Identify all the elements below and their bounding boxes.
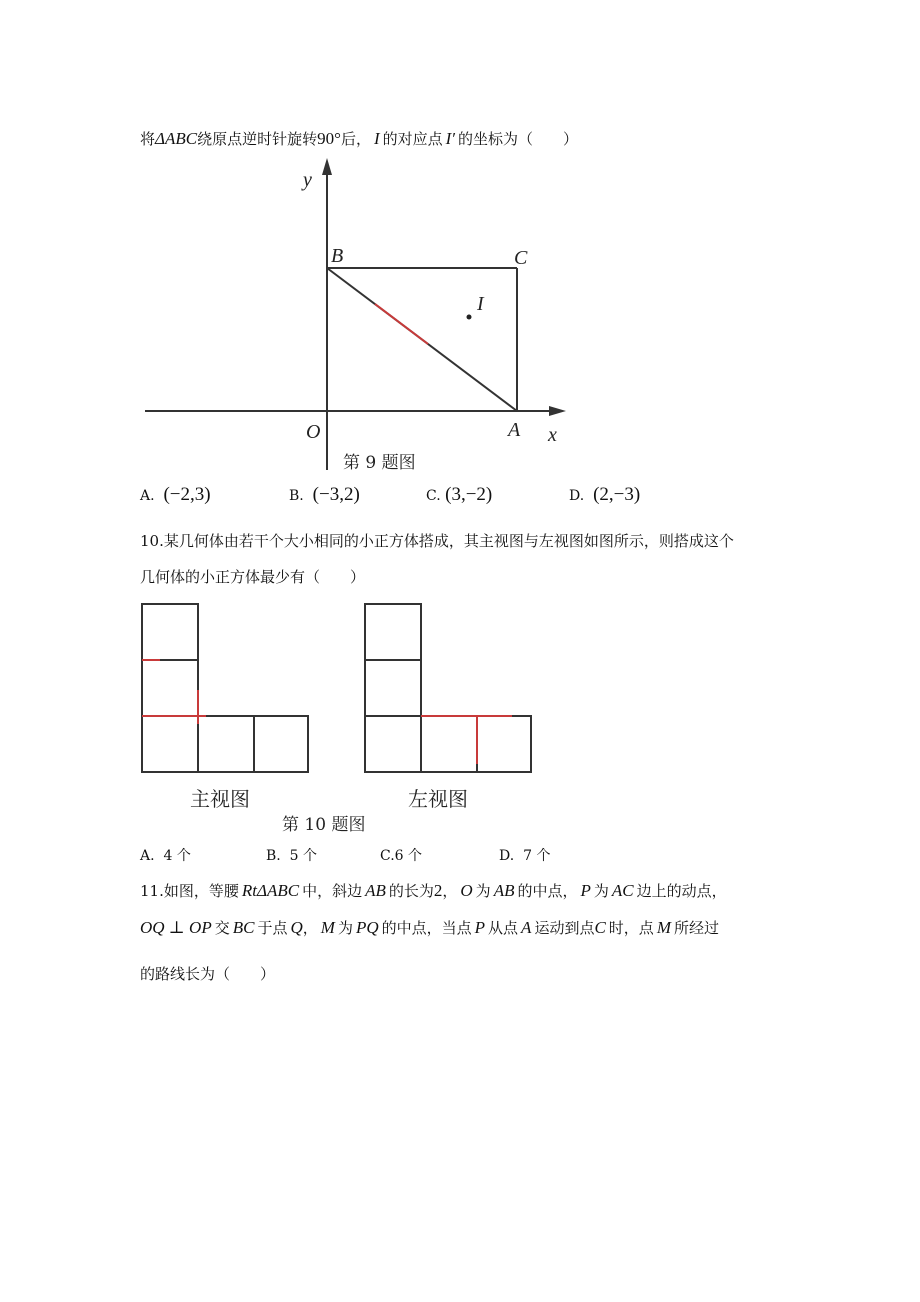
option-value: 6 个 bbox=[394, 848, 423, 864]
q11-text: 11.如图，等腰 bbox=[140, 882, 239, 900]
q11-text: 所经过 bbox=[673, 919, 719, 937]
q11-text: 中，斜边 bbox=[302, 882, 363, 900]
front-view-caption: 主视图 bbox=[190, 787, 250, 811]
q11-math: Q bbox=[290, 918, 303, 937]
q11-stem-line1 bbox=[140, 880, 727, 901]
option-letter: B. bbox=[289, 488, 304, 504]
q11-math: P bbox=[474, 918, 486, 937]
option-letter: D. bbox=[569, 488, 585, 504]
option-value: (−2,3) bbox=[163, 484, 211, 505]
q11-text: 的中点，当点 bbox=[381, 919, 472, 937]
q11-stem-line2 bbox=[140, 917, 719, 938]
q9-stem-triangle: ΔABC bbox=[155, 129, 198, 148]
q11-text: 为 bbox=[593, 882, 609, 900]
q11-math: 2 bbox=[433, 881, 443, 900]
option-letter: A. bbox=[140, 848, 155, 864]
q11-text: 于点 bbox=[257, 919, 288, 937]
q11-math: A bbox=[521, 918, 532, 937]
q11-text: 边上的动点， bbox=[636, 882, 727, 900]
q11-text: 的长为 bbox=[388, 882, 434, 900]
q11-math: BC bbox=[232, 918, 255, 937]
q11-text: 为 bbox=[475, 882, 491, 900]
q9-stem-text: 后， bbox=[340, 130, 371, 148]
y-axis-label: y bbox=[303, 169, 312, 191]
q11-text: ， bbox=[302, 919, 318, 937]
q11-math: AB bbox=[365, 881, 386, 900]
x-axis-label: x bbox=[548, 424, 557, 446]
q11-text: ， bbox=[442, 882, 458, 900]
q10-stem-line2: 几何体的小正方体最少有（ ） bbox=[140, 568, 366, 586]
q11-math: AB bbox=[493, 881, 515, 900]
option-letter: C. bbox=[380, 848, 395, 864]
q11-text: 时，点 bbox=[608, 919, 654, 937]
q9-stem-point-i: I bbox=[373, 129, 380, 148]
q10-option-c[interactable] bbox=[380, 845, 422, 865]
option-value: (−3,2) bbox=[312, 484, 360, 505]
q10-figure-caption: 第 10 题图 bbox=[282, 815, 366, 835]
q9-stem-text: 将 bbox=[140, 130, 156, 148]
option-value: (3,−2) bbox=[445, 484, 493, 505]
option-value: (2,−3) bbox=[593, 484, 641, 505]
q10-stem-line1: 10.某几何体由若干个大小相同的小正方体搭成，其主视图与左视图如图所示，则搭成这个 bbox=[140, 532, 734, 550]
q9-figure-caption: 第 9 题图 bbox=[343, 453, 416, 473]
q10-option-b[interactable] bbox=[266, 845, 317, 865]
q11-text: 的中点， bbox=[517, 882, 578, 900]
point-i-label: I bbox=[477, 293, 484, 315]
point-b-label: B bbox=[331, 245, 344, 267]
option-value: 5 个 bbox=[289, 848, 318, 864]
q9-stem-text: 绕原点逆时针旋转 bbox=[197, 130, 318, 148]
q11-math: O bbox=[460, 881, 473, 900]
option-letter: B. bbox=[266, 848, 281, 864]
q11-text: 运动到点 bbox=[534, 919, 595, 937]
q9-stem-point-i-prime: I′ bbox=[445, 129, 456, 148]
option-value: 4 个 bbox=[163, 848, 191, 864]
q9-stem-angle: 90° bbox=[317, 129, 341, 148]
q11-stem-line3: 的路线长为（ ） bbox=[140, 965, 276, 983]
left-view-caption: 左视图 bbox=[408, 787, 468, 811]
left-view bbox=[365, 604, 531, 772]
option-letter: D. bbox=[499, 848, 515, 864]
q11-math: OQ ⊥ OP bbox=[140, 918, 212, 937]
q9-stem-text: 的坐标为（ ） bbox=[458, 130, 579, 148]
q11-math: C bbox=[594, 918, 606, 937]
option-value: 7 个 bbox=[523, 848, 551, 864]
q9-stem-text: 的对应点 bbox=[382, 130, 443, 148]
front-view bbox=[142, 604, 308, 772]
q11-math: M bbox=[320, 918, 335, 937]
q10-option-d[interactable] bbox=[499, 845, 550, 865]
q11-math: M bbox=[656, 918, 671, 937]
q11-math: PQ bbox=[355, 918, 379, 937]
option-letter: A. bbox=[140, 488, 155, 504]
point-c-label: C bbox=[514, 247, 528, 269]
q11-math: RtΔABC bbox=[241, 881, 300, 900]
point-a-label: A bbox=[508, 419, 521, 441]
q10-option-a[interactable] bbox=[140, 845, 191, 865]
q11-text: 从点 bbox=[488, 919, 519, 937]
q11-math: AC bbox=[611, 881, 634, 900]
q11-text: 为 bbox=[337, 919, 353, 937]
origin-label: O bbox=[306, 421, 321, 443]
q11-text: 交 bbox=[214, 919, 230, 937]
option-letter: C. bbox=[426, 488, 441, 504]
q11-math: P bbox=[580, 881, 591, 900]
